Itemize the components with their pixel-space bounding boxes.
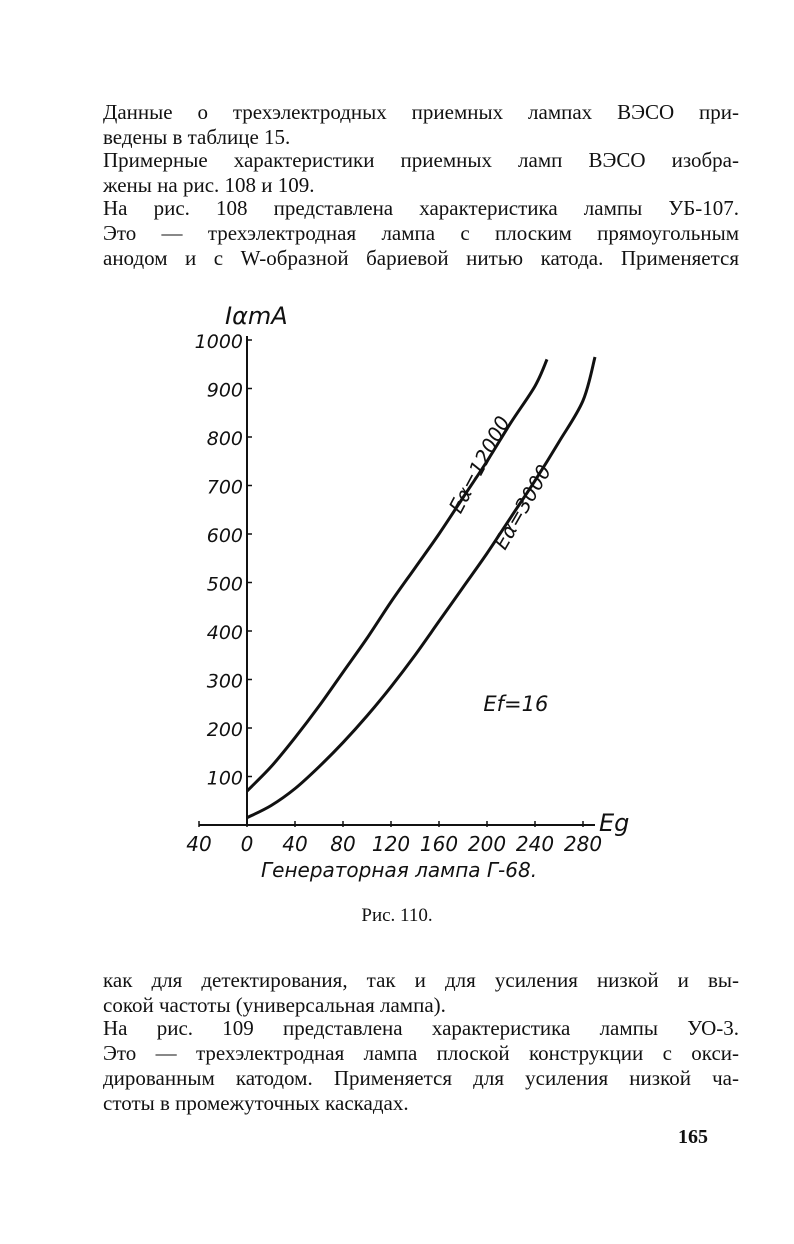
series-line-2: [247, 357, 595, 818]
paragraph-1: [103, 100, 739, 150]
x-tick-label: 40: [282, 832, 308, 856]
text-line: Примерные характеристики приемных ламп ВЭСО изобра-: [103, 148, 739, 172]
x-tick-label: 160: [419, 832, 459, 856]
text-line: дированным катодом. Применяется для усиления низкой ча-: [103, 1066, 739, 1090]
y-tick-label: 400: [206, 622, 243, 644]
x-tick-label: 40: [186, 832, 212, 856]
x-tick-label: 120: [371, 832, 411, 856]
y-tick-label: 100: [206, 767, 243, 790]
y-tick-label: 500: [206, 573, 243, 596]
y-axis-label: IαmA: [225, 302, 288, 330]
text-line: Это — трехэлектродная лампа плоской конструкции с окси-: [103, 1041, 739, 1065]
x-tick-label: 80: [330, 832, 356, 856]
series-label-2: Eα=3000: [488, 460, 557, 554]
text-line: сокой частоты (универсальная лампа).: [103, 993, 446, 1017]
chart-ticks: [199, 340, 583, 827]
x-tick-label: 0: [240, 832, 254, 856]
y-tick-label: 1000: [194, 331, 243, 353]
y-tick-label: 900: [206, 379, 243, 402]
chart-subtitle: Генераторная лампа Г-68.: [261, 858, 538, 882]
y-tick-label: 600: [206, 525, 243, 547]
x-tick-label: 200: [467, 832, 507, 856]
y-tick-label: 200: [206, 719, 243, 741]
text-line: ведены в таблице 15.: [103, 125, 291, 149]
text-line: жены на рис. 108 и 109.: [103, 173, 315, 197]
figure-chart: [180, 300, 650, 900]
paragraph-5: [103, 1016, 739, 1116]
text-line: На рис. 108 представлена характеристика лампы УБ-107.: [103, 196, 739, 220]
text-line: Данные о трехэлектродных приемных лампах ВЭСО при-: [103, 100, 739, 124]
text-line: как для детектирования, так и для усиления низкой и вы-: [103, 968, 739, 992]
y-tick-label: 800: [206, 428, 243, 450]
paragraph-2: [103, 148, 739, 198]
y-tick-label: 700: [206, 476, 243, 499]
paragraph-3: [103, 196, 739, 271]
chart-series: [247, 357, 595, 818]
y-tick-label: 300: [206, 670, 243, 693]
x-tick-label: 280: [563, 832, 603, 856]
chart-annotation: Ef=16: [483, 692, 549, 717]
chart-labels: [186, 302, 629, 882]
text-line: стоты в промежуточных каскадах.: [103, 1091, 409, 1115]
x-axis-label: Eg: [599, 809, 630, 837]
x-tick-label: 240: [515, 832, 555, 856]
figure-caption: Рис. 110.: [361, 905, 433, 926]
text-line: анодом и с W-образной бариевой нитью катода. Применяется: [103, 246, 739, 270]
text-line: На рис. 109 представлена характеристика лампы УО-3.: [103, 1016, 739, 1040]
text-line: Это — трехэлектродная лампа с плоским прямоугольным: [103, 221, 739, 245]
chart-axes: [199, 336, 595, 825]
page-number: 165: [678, 1126, 708, 1148]
series-label-1: Eα=12000: [443, 411, 515, 517]
paragraph-4: [103, 968, 739, 1018]
